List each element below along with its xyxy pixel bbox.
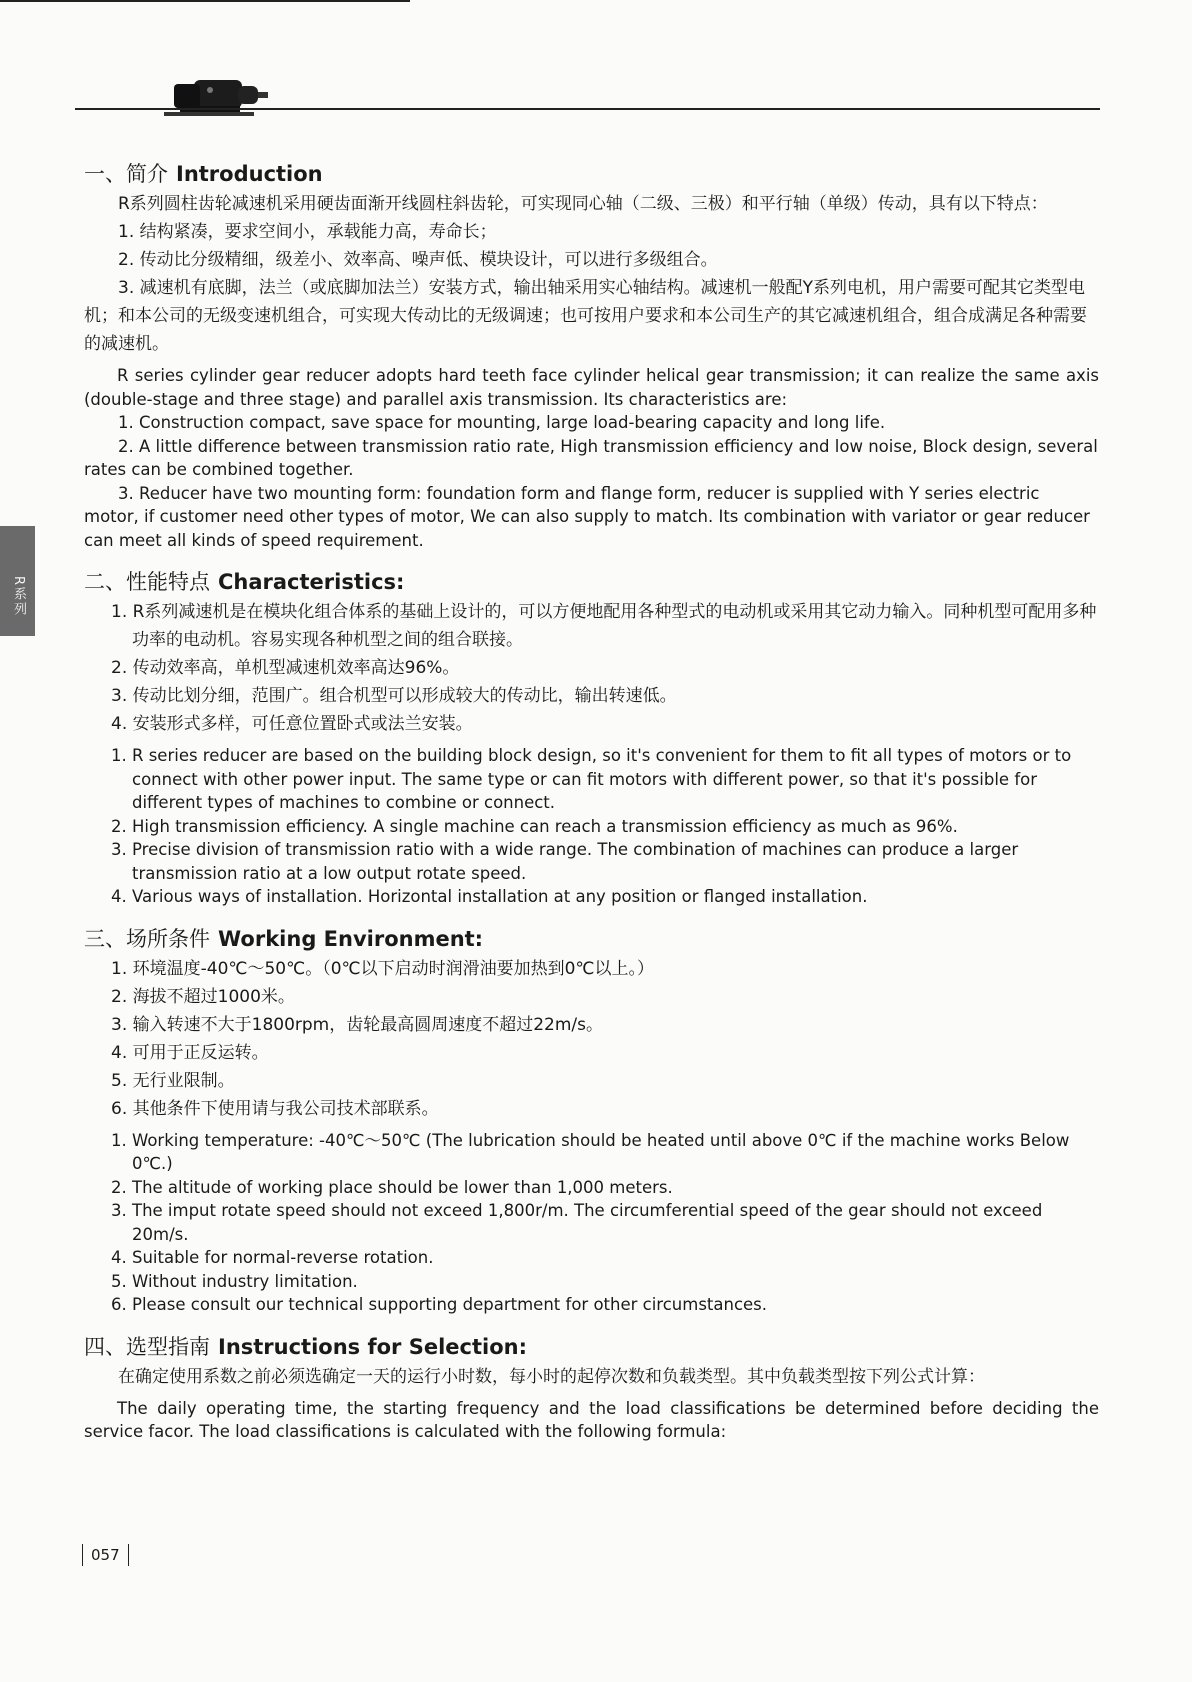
- list-item: 1. R系列减速机是在模块化组合体系的基础上设计的，可以方便地配用各种型式的电动机或采用其它动力输入。同种机型可配用多种功率的电动机。容易实现各种机型之间的组合联接。: [111, 602, 1097, 650]
- list-item: 4. Various ways of installation. Horizontal installation at any position or flanged installation.: [111, 887, 868, 906]
- page-number: 057: [82, 1544, 129, 1566]
- main-content: [84, 158, 1099, 1458]
- list-item: 4. 安装形式多样，可任意位置卧式或法兰安装。: [111, 714, 473, 734]
- intro-paragraph-zh: R系列圆柱齿轮减速机采用硬齿面渐开线圆柱斜齿轮，可实现同心轴（二级、三极）和平行轴（单级）传动，具有以下特点：: [118, 194, 1048, 214]
- section-number: 二、性能特点: [84, 570, 210, 594]
- header-rule: [75, 108, 1100, 110]
- list-item: 2. 海拔不超过1000米。: [111, 986, 295, 1007]
- list-item: 2. A little difference between transmission ratio rate, High transmission efficiency and low noise, Block design, several rates can be combined together.: [84, 436, 1098, 479]
- list-item: 2. 传动效率高，单机型减速机效率高达96%。: [111, 658, 460, 678]
- list-item: 3. 减速机有底脚，法兰（或底脚加法兰）安装方式，输出轴采用实心轴结构。减速机一般配Y系列电机，用户需要可配其它类型电机；和本公司的无级变速机组合，可实现大传动比的无级调速；也可按用户要求和本公司生产的其它减速机组合，组合成满足各种需要的减速机。: [84, 278, 1087, 354]
- section-number: 一、简介: [84, 162, 168, 186]
- list-item: 2. High transmission efficiency. A single machine can reach a transmission efficiency as much as 96%.: [111, 816, 958, 836]
- list-item: 1. 环境温度-40℃～50℃。（0℃以下启动时润滑油要加热到0℃以上。）: [111, 958, 655, 979]
- list-item: 6. 其他条件下使用请与我公司技术部联系。: [111, 1098, 439, 1119]
- section-introduction: [84, 158, 1099, 552]
- list-item: 1. 结构紧凑，要求空间小，承载能力高，寿命长；: [118, 222, 497, 242]
- intro-paragraph-en: R series cylinder gear reducer adopts hard teeth face cylinder helical gear transmission; it can realize the same axis (double-stage and three stage) and parallel axis transmission. Its characteristics are:: [84, 366, 1099, 409]
- page-footer: [82, 1544, 129, 1566]
- list-item: 6. Please consult our technical supporting department for other circumstances.: [111, 1295, 768, 1314]
- list-item: 3. 传动比划分细，范围广。组合机型可以形成较大的传动比，输出转速低。: [111, 686, 677, 706]
- list-item: 1. R series reducer are based on the building block design, so it's convenient for them to fit all types of motors or to connect with other power input. The same type or can fit motors with different power, so that it's possible for different types of machines to combine or connect.: [111, 746, 1072, 812]
- section-heading: [84, 566, 1099, 598]
- gear-motor-icon: [150, 70, 270, 120]
- list-item: 1. Construction compact, save space for mounting, large load-bearing capacity and long life.: [118, 413, 886, 432]
- list-item: 4. 可用于正反运转。: [111, 1042, 269, 1063]
- section-title: Working Environment:: [218, 926, 484, 951]
- selection-paragraph-en: The daily operating time, the starting frequency and the load classifications be determined before deciding the service facor. The load classifications is calculated with the following formula:: [84, 1398, 1099, 1441]
- section-heading: [84, 158, 1099, 190]
- list-item: 3. Reducer have two mounting form: foundation form and flange form, reducer is supplied with Y series electric motor, if customer need other types of motor, We can also supply to match. Its combination with variator or gear reducer can meet all kinds of speed requirement.: [84, 483, 1090, 550]
- list-item: 3. 输入转速不大于1800rpm，齿轮最高圆周速度不超过22m/s。: [111, 1014, 604, 1035]
- side-tab: [0, 526, 35, 636]
- section-number: 三、场所条件: [84, 926, 210, 951]
- side-tab-label: R系列: [11, 576, 26, 618]
- section-title: Introduction: [176, 162, 323, 186]
- list-item: 2. The altitude of working place should be lower than 1,000 meters.: [111, 1177, 673, 1197]
- section-instructions-for-selection: [84, 1331, 1099, 1444]
- page-header: [75, 62, 1100, 120]
- section-characteristics: [84, 566, 1099, 909]
- list-item: 5. Without industry limitation.: [111, 1271, 358, 1291]
- list-item: 4. Suitable for normal-reverse rotation.: [111, 1248, 434, 1267]
- list-item: 1. Working temperature: -40℃～50℃ (The lubrication should be heated until above 0℃ if the machine works Below 0℃.): [111, 1130, 1070, 1173]
- section-title: Characteristics:: [218, 570, 405, 594]
- section-title: Instructions for Selection:: [218, 1334, 527, 1359]
- section-heading: [84, 923, 1099, 955]
- selection-paragraph-zh: 在确定使用系数之前必须选确定一天的运行小时数，每小时的起停次数和负载类型。其中负载类型按下列公式计算：: [118, 1366, 985, 1387]
- section-number: 四、选型指南: [84, 1334, 210, 1359]
- list-item: 2. 传动比分级精细，级差小、效率高、噪声低、模块设计，可以进行多级组合。: [118, 250, 718, 270]
- list-item: 3. Precise division of transmission ratio with a wide range. The combination of machines can produce a larger transmission ratio at a low output rotate speed.: [111, 840, 1019, 883]
- list-item: 3. The imput rotate speed should not exceed 1,800r/m. The circumferential speed of the gear should not exceed 20m/s.: [111, 1201, 1043, 1244]
- top-rule: [0, 0, 410, 2]
- section-working-environment: [84, 923, 1099, 1317]
- list-item: 5. 无行业限制。: [111, 1070, 235, 1091]
- section-heading: [84, 1331, 1099, 1363]
